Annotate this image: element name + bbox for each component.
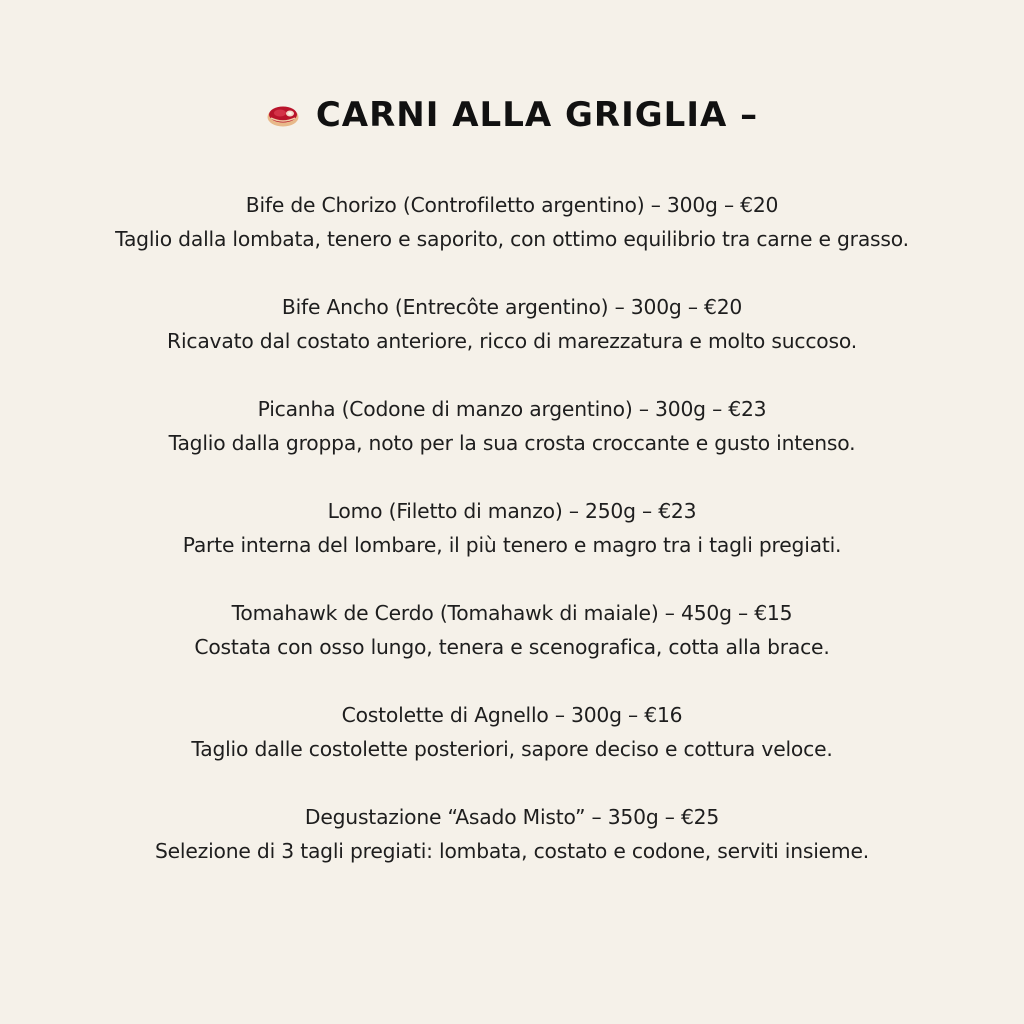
menu-item bbox=[0, 188, 1024, 256]
menu-item bbox=[0, 596, 1024, 664]
menu-item-description: Costata con osso lungo, tenera e scenografica, cotta alla brace. bbox=[194, 635, 830, 659]
menu-item-name: Bife Ancho (Entrecôte argentino) – 300g – €20 bbox=[281, 295, 743, 319]
menu-item-description: Taglio dalla lombata, tenero e saporito, con ottimo equilibrio tra carne e grasso. bbox=[115, 227, 909, 251]
menu-item-description: Selezione di 3 tagli pregiati: lombata, costato e codone, serviti insieme. bbox=[154, 839, 870, 863]
menu-item bbox=[0, 392, 1024, 460]
menu-item-name: Bife de Chorizo (Controfiletto argentino) – 300g – €20 bbox=[245, 193, 779, 217]
menu-item-name: Degustazione “Asado Misto” – 350g – €25 bbox=[304, 805, 720, 829]
menu-list bbox=[0, 188, 1024, 902]
menu-item-name: Lomo (Filetto di manzo) – 250g – €23 bbox=[327, 499, 697, 523]
steak-icon bbox=[266, 102, 300, 128]
menu-item-description: Taglio dalla groppa, noto per la sua crosta croccante e gusto intenso. bbox=[168, 431, 856, 455]
menu-item bbox=[0, 290, 1024, 358]
menu-header bbox=[0, 90, 1024, 140]
menu-item bbox=[0, 494, 1024, 562]
menu-item-name: Picanha (Codone di manzo argentino) – 300g – €23 bbox=[257, 397, 767, 421]
menu-item-name: Costolette di Agnello – 300g – €16 bbox=[341, 703, 683, 727]
menu-item bbox=[0, 698, 1024, 766]
menu-item bbox=[0, 800, 1024, 868]
menu-item-description: Ricavato dal costato anteriore, ricco di marezzatura e molto succoso. bbox=[167, 329, 857, 353]
page-title: CARNI ALLA GRIGLIA – bbox=[315, 95, 759, 135]
menu-item-name: Tomahawk de Cerdo (Tomahawk di maiale) – 450g – €15 bbox=[231, 601, 793, 625]
menu-item-description: Parte interna del lombare, il più tenero e magro tra i tagli pregiati. bbox=[182, 533, 842, 557]
menu-item-description: Taglio dalle costolette posteriori, sapore deciso e cottura veloce. bbox=[191, 737, 833, 761]
